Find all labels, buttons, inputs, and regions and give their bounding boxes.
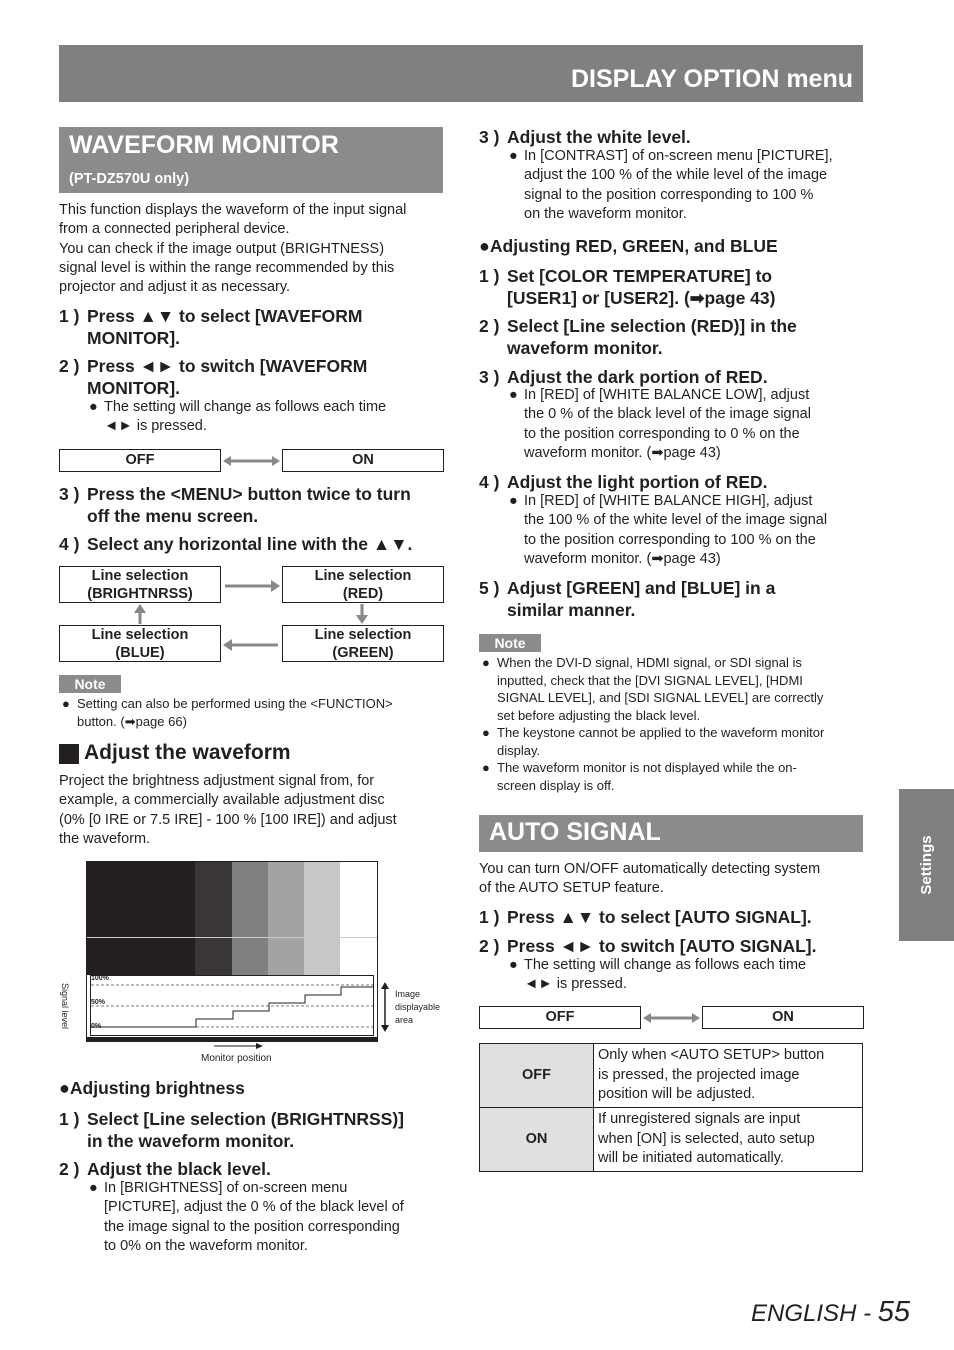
waveform-figure [86, 861, 378, 1042]
intro-line: example, a commercially available adjustment disc [59, 792, 385, 809]
step-text: Press ◄► to switch [AUTO SIGNAL]. [507, 936, 817, 956]
rgb-step-1 [479, 265, 869, 309]
white-level-step-3 [479, 126, 869, 148]
adjust-title: Adjust the waveform [84, 741, 291, 764]
step-text: Select [Line selection (RED)] in the [507, 316, 797, 336]
rgb-step4-bullet [509, 492, 869, 569]
auto-signal-intro [479, 860, 869, 899]
page-header-title: DISPLAY OPTION menu [570, 65, 853, 93]
image-displayable-area-label [395, 988, 440, 1027]
auto-signal-table [479, 1043, 863, 1172]
bullet-dot-icon: ● [509, 148, 518, 164]
step-text: Select [Line selection (BRIGHTNRSS)] [87, 1109, 404, 1129]
page-footer [751, 1296, 910, 1329]
circle-bullet-icon: ● [479, 236, 490, 256]
bullet-text: waveform monitor. (➡page 43) [524, 444, 721, 461]
waveform-step-1 [59, 305, 449, 349]
bullet-dot-icon: ● [482, 760, 490, 775]
bullet-text: The setting will change as follows each time [524, 957, 807, 973]
step-text: Adjust the black level. [87, 1159, 271, 1179]
step-text: Set [COLOR TEMPERATURE] to [507, 266, 773, 286]
page-header [59, 45, 863, 102]
auto-step2-bullet [509, 956, 864, 995]
adjust-intro [59, 772, 449, 849]
position-arrow-icon [214, 1041, 264, 1051]
area-arrow-icon [378, 982, 392, 1032]
white-level-bullet [509, 147, 869, 224]
arrow-right-icon [221, 578, 282, 594]
bullet-text: the image signal to the position corresponding [104, 1218, 400, 1235]
step-text: waveform monitor. [507, 338, 663, 358]
bullet-dot-icon: ● [482, 725, 490, 740]
signal-level-label [58, 976, 72, 1036]
area-label-line: area [395, 1015, 414, 1025]
auto-step-1 [479, 906, 869, 928]
intro-line: You can check if the image output (BRIGHTNESS) [59, 240, 385, 257]
bullet-dot-icon: ● [482, 655, 490, 670]
intro-line: the waveform. [59, 830, 151, 847]
bullet-dot-icon: ● [509, 493, 518, 509]
note-item [482, 654, 867, 724]
bullet-text: to the position corresponding to 100 % on the [524, 531, 816, 548]
bullet-text: ◄► is pressed. [524, 976, 627, 993]
double-arrow-icon [221, 453, 282, 469]
bullet-text: [PICTURE], adjust the 0 % of the black level of [104, 1199, 404, 1216]
table-row [480, 1044, 863, 1108]
step-text: MONITOR]. [87, 328, 181, 348]
bullet-text: to the position corresponding to 0 % on the [524, 425, 800, 442]
side-tab-label: Settings [918, 835, 935, 895]
table-value-line: Only when <AUTO SETUP> button [598, 1047, 825, 1064]
brightness-heading-text: Adjusting brightness [69, 1078, 245, 1098]
auto-toggle-off-box: OFF [479, 1006, 641, 1029]
note-text: The keystone cannot be applied to the waveform monitor [497, 725, 825, 740]
flow-box-green [282, 625, 444, 662]
rgb-heading [479, 236, 778, 257]
flow-text: (BRIGHTNRSS) [87, 586, 193, 602]
flow-box-blue [59, 625, 221, 662]
step-number: 2 ) [59, 1159, 80, 1179]
step-number: 2 ) [479, 936, 500, 956]
auto-signal-section-header [479, 815, 863, 852]
flow-box-red [282, 566, 444, 603]
intro-line: of the AUTO SETUP feature. [479, 880, 664, 897]
flow-text: Line selection [91, 627, 189, 643]
toggle-off-box: OFF [59, 449, 221, 472]
flow-text: Line selection [91, 568, 189, 584]
bullet-text: the 100 % of the white level of the image signal [524, 512, 828, 529]
bullet-text: the 0 % of the black level of the image signal [524, 406, 811, 423]
tick-0: 0% [91, 1023, 102, 1030]
y-axis-label: Signal level [60, 982, 70, 1030]
monitor-position-label: Monitor position [201, 1053, 272, 1064]
auto-toggle-on-box: ON [702, 1006, 864, 1029]
step-number: 1 ) [479, 907, 500, 927]
bullet-text: The setting will change as follows each time [104, 399, 387, 415]
waveform-subtitle: (PT-DZ570U only) [69, 171, 190, 187]
bullet-text: In [RED] of [WHITE BALANCE LOW], adjust [524, 387, 810, 403]
note-text: display. [497, 742, 541, 758]
step-number: 3 ) [479, 367, 500, 387]
note-label: Note [59, 675, 121, 693]
auto-step-2 [479, 935, 869, 957]
step-text: Press ◄► to switch [WAVEFORM [87, 356, 368, 376]
step-number: 4 ) [479, 472, 500, 492]
bullet-dot-icon: ● [509, 387, 518, 403]
waveform-step-3 [59, 483, 449, 527]
footer-language: ENGLISH - [751, 1300, 878, 1327]
bullet-text: signal to the position corresponding to 100 % [524, 186, 814, 203]
step-text: Press the <MENU> button twice to turn [87, 484, 411, 504]
area-label-line: Image [395, 989, 421, 999]
step-number: 1 ) [59, 1109, 80, 1129]
step-text: Press ▲▼ to select [WAVEFORM [87, 306, 363, 326]
area-label-line: displayable [395, 1002, 441, 1012]
square-bullet-icon [59, 744, 79, 764]
bullet-dot-icon: ● [509, 957, 518, 973]
note-item [482, 759, 867, 794]
gray-bar [195, 862, 232, 975]
intro-line: signal level is within the range recommended by this [59, 259, 395, 276]
step-number: 1 ) [479, 266, 500, 286]
waveform-step-2 [59, 355, 449, 399]
flow-text: Line selection [314, 627, 412, 643]
intro-line: This function displays the waveform of the input signal [59, 202, 407, 218]
flow-text: (BLUE) [115, 645, 165, 661]
step-text: off the menu screen. [87, 506, 259, 526]
brightness-step-1 [59, 1108, 449, 1152]
step-number: 5 ) [479, 578, 500, 598]
auto-signal-title: AUTO SIGNAL [489, 818, 661, 846]
intro-line: You can turn ON/OFF automatically detecting system [479, 861, 821, 877]
intro-line: Project the brightness adjustment signal from, for [59, 773, 375, 789]
rgb-heading-text: Adjusting RED, GREEN, and BLUE [489, 236, 778, 256]
intro-line: projector and adjust it as necessary. [59, 279, 291, 296]
table-value [594, 1044, 863, 1108]
table-value-line: position will be adjusted. [598, 1086, 756, 1103]
gray-bar [232, 862, 268, 975]
bullet-text: to 0% on the waveform monitor. [104, 1237, 308, 1254]
step-text: MONITOR]. [87, 378, 181, 398]
step-text: in the waveform monitor. [87, 1131, 295, 1151]
waveform-trace [91, 976, 373, 1035]
step-text: Adjust the light portion of RED. [507, 472, 768, 492]
bullet-text: adjust the 100 % of the while level of the image [524, 167, 828, 184]
table-value-line: is pressed, the projected image [598, 1066, 800, 1083]
table-key: OFF [480, 1044, 594, 1108]
bullet-dot-icon: ● [62, 696, 70, 711]
step-number: 2 ) [479, 316, 500, 336]
gray-bar [87, 862, 195, 975]
step-number: 3 ) [479, 127, 500, 147]
note-text: SIGNAL LEVEL], and [SDI SIGNAL LEVEL] are correctly [497, 690, 824, 706]
step-text: similar manner. [507, 600, 636, 620]
note-text: button. (➡page 66) [77, 713, 187, 729]
step-number: 1 ) [59, 306, 80, 326]
step-text: Adjust the white level. [507, 127, 691, 147]
intro-line: (0% [0 IRE or 7.5 IRE] - 100 % [100 IRE]) and adjust [59, 811, 397, 828]
side-tab-settings [899, 789, 954, 941]
note-text: inputted, check that the [DVI SIGNAL LEVEL], [HDMI [497, 672, 803, 688]
bullet-dot-icon: ● [89, 399, 98, 415]
tick-100: 100% [91, 975, 109, 982]
brightness-step-2 [59, 1158, 449, 1180]
brightness-step2-bullet [89, 1179, 444, 1256]
note-text: The waveform monitor is not displayed while the on- [497, 760, 797, 775]
table-value-line: will be initiated automatically. [598, 1150, 784, 1166]
arrow-down-icon [354, 603, 370, 625]
note-item [482, 724, 867, 759]
flow-text: (GREEN) [332, 645, 394, 661]
waveform-title: WAVEFORM MONITOR [69, 131, 339, 159]
step-text: Adjust the dark portion of RED. [507, 367, 768, 387]
brightness-heading [59, 1078, 245, 1099]
table-row [480, 1108, 863, 1172]
flow-text: (RED) [342, 586, 384, 602]
bullet-text: waveform monitor. (➡page 43) [524, 550, 721, 567]
arrow-left-icon [221, 637, 282, 653]
waveform-intro [59, 201, 449, 297]
double-arrow-icon [641, 1010, 702, 1026]
circle-bullet-icon: ● [59, 1078, 70, 1098]
bullet-text: In [CONTRAST] of on-screen menu [PICTURE], [524, 148, 833, 164]
flow-text: Line selection [314, 568, 412, 584]
waveform-step2-bullet [89, 398, 444, 437]
tick-50: 50% [91, 999, 106, 1006]
step-text: [USER1] or [USER2]. (➡page 43) [507, 288, 776, 308]
waveform-section-header [59, 127, 443, 193]
table-value-line: when [ON] is selected, auto setup [598, 1130, 815, 1147]
note-text: Setting can also be performed using the <FUNCTION> [77, 696, 393, 711]
flow-box-brightness [59, 566, 221, 603]
note-item [62, 695, 447, 730]
rgb-step-3 [479, 366, 869, 388]
page-number: 55 [877, 1296, 910, 1328]
note-text: screen display is off. [497, 777, 615, 793]
note-text: When the DVI-D signal, HDMI signal, or SDI signal is [497, 655, 802, 670]
rgb-step-2 [479, 315, 869, 359]
bullet-dot-icon: ● [89, 1180, 98, 1196]
step-text: Press ▲▼ to select [AUTO SIGNAL]. [507, 907, 812, 927]
toggle-on-box: ON [282, 449, 444, 472]
bullet-text: on the waveform monitor. [524, 205, 687, 222]
waveform-step-4 [59, 533, 449, 555]
step-number: 2 ) [59, 356, 80, 376]
gray-bar [268, 862, 304, 975]
waveform-graph [90, 975, 374, 1036]
arrow-up-icon [132, 603, 148, 625]
intro-line: from a connected peripheral device. [59, 221, 290, 238]
note-text: set before adjusting the black level. [497, 707, 701, 723]
bullet-text: In [RED] of [WHITE BALANCE HIGH], adjust [524, 493, 813, 509]
rgb-step-4 [479, 471, 869, 493]
gray-bar [304, 862, 340, 975]
note-label: Note [479, 634, 541, 652]
bullet-text: In [BRIGHTNESS] of on-screen menu [104, 1180, 348, 1196]
bullet-text: ◄► is pressed. [104, 418, 207, 435]
step-number: 3 ) [59, 484, 80, 504]
rgb-step-5 [479, 577, 869, 621]
step-text: Select any horizontal line with the ▲▼. [87, 534, 413, 554]
rgb-step3-bullet [509, 386, 869, 463]
table-value-line: If unregistered signals are input [598, 1111, 801, 1127]
table-key: ON [480, 1108, 594, 1172]
step-number: 4 ) [59, 534, 80, 554]
step-text: Adjust [GREEN] and [BLUE] in a [507, 578, 776, 598]
table-value [594, 1108, 863, 1172]
line-marker [87, 937, 377, 938]
